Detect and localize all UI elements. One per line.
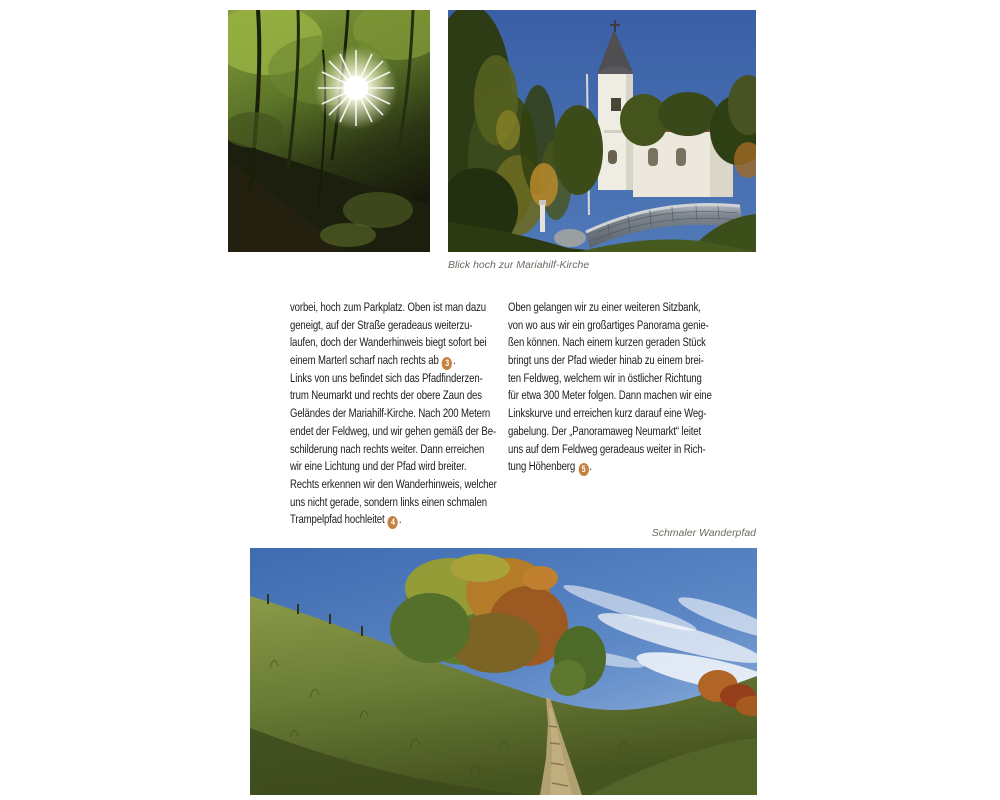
mariahilf-church-photo: [448, 10, 756, 252]
body-text-line: einem Marterl scharf nach rechts ab 3 .: [290, 353, 456, 369]
body-text-line: ßen können. Nach einem kurzen geraden Stück: [508, 335, 706, 350]
body-text-line: uns nicht gerade, sondern links einen schmalen: [290, 494, 487, 509]
body-text-line: Oben gelangen wir zu einer weiteren Sitzbank,: [508, 300, 701, 314]
body-text-line: endet der Feldweg, und wir gehen gemäß der Be-: [290, 423, 496, 438]
body-text-line: bringt uns der Pfad wieder hinab zu einem brei-: [508, 353, 704, 368]
body-text-line: tung Höhenberg 5 .: [508, 459, 592, 475]
body-text-line: Geländes der Mariahilf-Kirche. Nach 200 Metern: [290, 406, 491, 421]
waypoint-marker-3: 3: [442, 357, 452, 370]
body-text-line: geneigt, auf der Straße geradeaus weiterzu-: [290, 317, 473, 332]
body-text-line: Links von uns befindet sich das Pfadfinderzen-: [290, 370, 483, 385]
body-text-line: vorbei, hoch zum Parkplatz. Oben ist man dazu: [290, 300, 486, 314]
body-text-line: wir eine Lichtung und der Pfad wird breiter.: [290, 459, 467, 474]
body-text-line: Trampelpfad hochleitet 4 .: [290, 512, 402, 528]
body-text-line: schilderung nach rechts weiter. Dann erreichen: [290, 441, 485, 456]
waypoint-marker-5: 5: [578, 463, 588, 476]
body-text-line: Rechts erkennen wir den Wanderhinweis, welcher: [290, 476, 497, 491]
body-text-line: uns auf dem Feldweg geradeaus weiter in Rich-: [508, 441, 706, 456]
body-text-line: für etwa 300 Meter folgen. Dann machen wir eine: [508, 388, 712, 403]
forest-sunburst-photo: [228, 10, 430, 252]
text-column-right: [508, 299, 714, 476]
waypoint-marker-4: 4: [388, 516, 398, 529]
text-column-left: [290, 299, 496, 529]
body-text-line: von wo aus wir ein großartiges Panorama genie-: [508, 317, 709, 332]
body-text-line: trum Neumarkt und rechts der obere Zaun des: [290, 388, 482, 403]
body-text-line: ten Feldweg, welchem wir in östlicher Richtung: [508, 370, 702, 385]
hillside-trail-photo: [250, 548, 757, 795]
caption-trail-photo: Schmaler Wanderpfad: [651, 527, 756, 539]
body-text-line: gabelung. Der „Panoramaweg Neumarkt“ leitet: [508, 423, 702, 438]
caption-church-photo: Blick hoch zur Mariahilf-Kirche: [448, 259, 590, 271]
body-text-line: laufen, doch der Wanderhinweis biegt sofort bei: [290, 335, 487, 350]
body-text-line: Linkskurve und erreichen kurz darauf eine Weg-: [508, 406, 707, 421]
